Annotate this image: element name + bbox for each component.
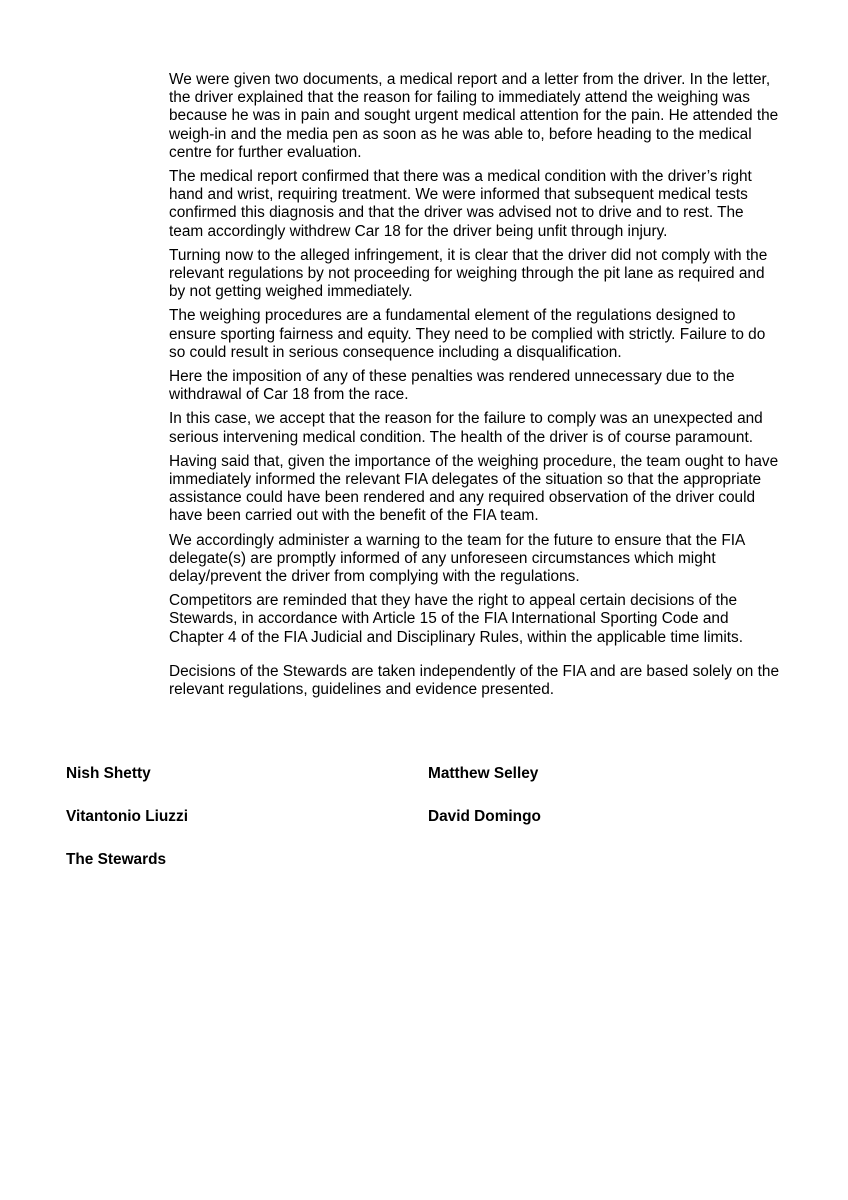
paragraph-warning: We accordingly administer a warning to the team for the future to ensure that the FIA delegate(s) are promptly informed of any unforeseen circumstances which might delay/prevent the driver from complying with the regulations. bbox=[169, 531, 745, 586]
steward-name: Nish Shetty bbox=[66, 765, 151, 782]
paragraph-appeal-rights: Competitors are reminded that they have the right to appeal certain decisions of the Stewards, in accordance with Article 15 of the FIA International Sporting Code and Chapter 4 of the FIA Judicial and Disciplinary Rules, within the applicable time limits. bbox=[169, 592, 743, 646]
paragraph-weighing-procedures: The weighing procedures are a fundamental element of the regulations designed to ensure sporting fairness and equity. They need to be complied with strictly. Failure to do so could result in serious consequence including a disqualification. bbox=[169, 307, 766, 361]
steward-name: Matthew Selley bbox=[428, 765, 539, 782]
paragraph-team-obligation: Having said that, given the importance of the weighing procedure, the team ought to have immediately informed the relevant FIA delegates of the situation so that the appropriate assistance could have been rendered and any required observation of the driver could have been carried out with the benefit of the FIA team. bbox=[169, 452, 779, 525]
paragraph-documents-received: We were given two documents, a medical report and a letter from the driver. In the letter, the driver explained that the reason for failing to immediately attend the weighing was because he was in pain and sought urgent medical attention for the pain. He attended the weigh-in and the media pen as soon as he was able to, before heading to the medical centre for further evaluation. bbox=[169, 71, 779, 161]
paragraph-independence-note: Decisions of the Stewards are taken independently of the FIA and are based solely on the relevant regulations, guidelines and evidence presented. bbox=[169, 662, 780, 699]
paragraph-penalties: Here the imposition of any of these penalties was rendered unnecessary due to the withdrawal of Car 18 from the race. bbox=[169, 368, 735, 404]
paragraph-alleged-infringement: Turning now to the alleged infringement, it is clear that the driver did not comply with the relevant regulations by not proceeding for weighing through the pit lane as required and by not getting weighed immediately. bbox=[169, 246, 768, 301]
paragraph-medical-condition: In this case, we accept that the reason for the failure to comply was an unexpected and serious intervening medical condition. The health of the driver is of course paramount. bbox=[169, 410, 763, 446]
paragraph-medical-report: The medical report confirmed that there was a medical condition with the driver’s right hand and wrist, requiring treatment. We were informed that subsequent medical tests confirmed this diagnosis and that the driver was advised not to drive and to rest. The team accordingly withdrew Car 18 for the driver being unfit through injury. bbox=[169, 168, 752, 240]
document-body bbox=[169, 71, 781, 705]
signature-row bbox=[66, 765, 786, 808]
steward-name: David Domingo bbox=[428, 808, 541, 825]
steward-signatures bbox=[66, 765, 786, 894]
steward-name: Vitantonio Liuzzi bbox=[66, 808, 188, 825]
stewards-label: The Stewards bbox=[66, 851, 167, 868]
signature-row bbox=[66, 808, 786, 851]
signature-row bbox=[66, 851, 786, 894]
